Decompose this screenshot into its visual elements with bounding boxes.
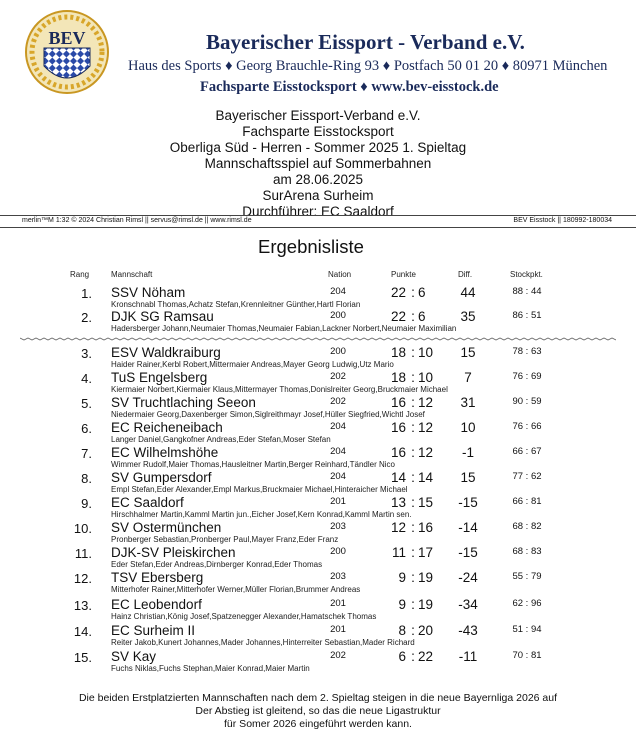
difference: -34 [458, 597, 478, 612]
stock-points: 76 : 66 [512, 421, 542, 432]
difference: 15 [460, 470, 476, 485]
rank-cell: 1. [81, 286, 92, 301]
points-separator: : [411, 545, 415, 560]
team-players: Reiter Jakob,Kunert Johannes,Mader Johannes,Hinterreiter Sebastian,Mader Richard [111, 638, 415, 647]
points-won: 16 [390, 445, 406, 460]
rank-cell: 12. [73, 571, 92, 586]
points-lost: 12 [418, 445, 434, 460]
nation-code: 203 [330, 521, 346, 532]
team-name: SV Truchtlaching Seeon [111, 395, 256, 410]
points-separator: : [411, 345, 415, 360]
team-players: Kronschnabl Thomas,Achatz Stefan,Krennleitner Günther,Hartl Florian [111, 300, 361, 309]
column-header-points: Punkte [391, 270, 416, 279]
team-players: Fuchs Niklas,Fuchs Stephan,Maier Konrad,Maier Martin [111, 664, 310, 673]
points-lost: 19 [418, 570, 434, 585]
rank-cell: 8. [81, 471, 92, 486]
software-credit: merlin™M 1:32 © 2024 Christian Rimsl || servus@rimsl.de || www.rimsl.de [22, 217, 252, 224]
team-players: Mitterhofer Rainer,Mitterhofer Werner,Müller Florian,Brummer Andreas [111, 585, 361, 594]
team-players: Haider Rainer,Kerbl Robert,Mittermaier Andreas,Mayer Georg Ludwig,Utz Mario [111, 360, 394, 369]
points-separator: : [411, 285, 415, 300]
rank-cell: 15. [73, 650, 92, 665]
team-name: TuS Engelsberg [111, 370, 208, 385]
team-name: EC Surheim II [111, 623, 196, 638]
points-lost: 10 [418, 345, 434, 360]
column-header-team: Mannschaft [111, 270, 153, 279]
association-title: Bayerischer Eissport - Verband e.V. [206, 30, 525, 54]
points-separator: : [411, 495, 415, 510]
nation-code: 204 [330, 286, 346, 297]
nation-code: 204 [330, 446, 346, 457]
nation-code: 200 [330, 546, 346, 557]
points-separator: : [411, 520, 415, 535]
points-separator: : [411, 649, 415, 664]
points-won: 22 [390, 285, 406, 300]
points-won: 16 [390, 420, 406, 435]
nation-code: 202 [330, 650, 346, 661]
difference: -1 [461, 445, 474, 460]
points-lost: 6 [418, 285, 426, 300]
stock-points: 51 : 94 [512, 624, 542, 635]
rank-cell: 4. [81, 371, 92, 386]
team-players: Niedermaier Georg,Daxenberger Simon,Siglreithmayr Josef,Hüller Siegfried,Wichtl Josef [111, 410, 425, 419]
points-lost: 6 [418, 309, 426, 324]
points-separator: : [411, 570, 415, 585]
document-reference: BEV Eisstock || 180992-180034 [513, 217, 612, 224]
event-header [0, 108, 636, 220]
table-row [0, 308, 636, 340]
team-name: SV Gumpersdorf [111, 470, 212, 485]
difference: -43 [458, 623, 478, 638]
rank-cell: 13. [73, 598, 92, 613]
rank-cell: 2. [81, 310, 92, 325]
software-meta-bar [0, 215, 636, 228]
rank-cell: 11. [74, 546, 92, 561]
table-row [0, 648, 636, 680]
header-line-3: Oberliga Süd - Herren - Sommer 2025 1. Spieltag [169, 140, 467, 155]
difference: 31 [460, 395, 476, 410]
nation-code: 200 [330, 346, 346, 357]
column-header-diff: Diff. [458, 270, 473, 279]
points-lost: 10 [418, 370, 434, 385]
header-line-7: Durchführer: EC Saaldorf [242, 204, 394, 219]
stock-points: 70 : 81 [512, 650, 542, 661]
points-won: 6 [398, 649, 406, 664]
points-lost: 12 [418, 420, 434, 435]
difference: -11 [458, 649, 478, 664]
points-won: 12 [390, 520, 406, 535]
team-name: TSV Ebersberg [111, 570, 204, 585]
column-header-rank: Rang [70, 270, 90, 279]
team-name: EC Leobendorf [111, 597, 202, 612]
team-name: EC Reicheneibach [111, 420, 223, 435]
header-line-6: SurArena Surheim [262, 188, 374, 203]
footer-line-3: für Somer 2026 eingeführt werden kann. [224, 718, 412, 730]
rank-cell: 3. [81, 346, 92, 361]
points-won: 14 [390, 470, 406, 485]
difference: -14 [458, 520, 478, 535]
points-lost: 16 [418, 520, 434, 535]
points-lost: 19 [418, 597, 434, 612]
points-lost: 22 [418, 649, 434, 664]
column-header-stock: Stockpkt. [510, 270, 543, 279]
nation-code: 200 [330, 310, 346, 321]
points-lost: 14 [418, 470, 434, 485]
bev-logo [24, 8, 110, 96]
stock-points: 68 : 83 [512, 546, 542, 557]
team-players: Langer Daniel,Gangkofner Andreas,Eder Stefan,Moser Stefan [111, 435, 331, 444]
team-players: Kiermaier Norbert,Kiermaier Klaus,Mittermayer Thomas,Donislreiter Georg,Bruckmaier Michael [111, 385, 448, 394]
points-separator: : [411, 470, 415, 485]
difference: -15 [458, 495, 478, 510]
rank-cell: 5. [81, 396, 92, 411]
difference: 35 [460, 309, 476, 324]
points-won: 16 [390, 395, 406, 410]
page-title: Ergebnisliste [258, 236, 364, 257]
team-name: SSV Nöham [111, 285, 186, 300]
team-name: ESV Waldkraiburg [111, 345, 221, 360]
nation-code: 204 [330, 471, 346, 482]
team-players: Empl Stefan,Eder Alexander,Empl Markus,Bruckmaier Michael,Hinteraicher Michael [111, 485, 408, 494]
team-players: Wimmer Rudolf,Maier Thomas,Hausleitner Martin,Berger Reinhard,Tändler Nico [111, 460, 395, 469]
points-won: 9 [398, 570, 406, 585]
logo-text: BEV [48, 28, 86, 48]
stock-points: 76 : 69 [512, 371, 542, 382]
difference: 44 [460, 285, 476, 300]
points-separator: : [411, 309, 415, 324]
team-players: Hainz Christian,König Josef,Spatzenegger Alexander,Hamatschek Thomas [111, 612, 377, 621]
footer-note [0, 692, 636, 731]
team-name: SV Ostermünchen [111, 520, 222, 535]
header-line-1: Bayerischer Eissport-Verband e.V. [215, 108, 421, 123]
nation-code: 202 [330, 371, 346, 382]
rank-cell: 14. [73, 624, 92, 639]
points-won: 18 [390, 345, 406, 360]
nation-code: 201 [330, 598, 346, 609]
difference: 15 [460, 345, 476, 360]
nation-code: 203 [330, 571, 346, 582]
nation-code: 204 [330, 421, 346, 432]
team-players: Hadersberger Johann,Neumaier Thomas,Neumaier Fabian,Lackner Norbert,Neumaier Maximilian [111, 324, 457, 333]
points-separator: : [411, 370, 415, 385]
association-address: Haus des Sports ♦ Georg Brauchle-Ring 93 ♦ Postfach 50 01 20 ♦ 80971 München [128, 58, 608, 74]
letterhead [0, 0, 636, 104]
team-name: DJK SG Ramsau [111, 309, 214, 324]
stock-points: 77 : 62 [512, 471, 542, 482]
header-line-5: am 28.06.2025 [272, 172, 364, 187]
points-won: 8 [398, 623, 406, 638]
stock-points: 55 : 79 [512, 571, 542, 582]
rank-cell: 9. [81, 496, 92, 511]
footer-line-2: Der Abstieg ist gleitend, so das die neue Ligastruktur [195, 705, 441, 717]
stock-points: 90 : 59 [512, 396, 542, 407]
difference: -24 [458, 570, 478, 585]
points-lost: 12 [418, 395, 434, 410]
nation-code: 202 [330, 396, 346, 407]
points-lost: 15 [418, 495, 434, 510]
team-name: DJK-SV Pleiskirchen [111, 545, 236, 560]
column-header-nation: Nation [328, 270, 352, 279]
footer-line-1: Die beiden Erstplatzierten Mannschaften nach dem 2. Spieltag steigen in die neue Bayernliga 2026 auf [78, 692, 558, 704]
points-won: 9 [398, 597, 406, 612]
points-separator: : [411, 395, 415, 410]
points-won: 18 [390, 370, 406, 385]
team-players: Pronberger Sebastian,Pronberger Paul,Mayer Franz,Eder Franz [111, 535, 339, 544]
rank-cell: 6. [81, 421, 92, 436]
team-name: EC Saaldorf [111, 495, 184, 510]
rank-cell: 7. [81, 446, 92, 461]
association-website: Fachsparte Eisstocksport ♦ www.bev-eisstock.de [200, 79, 499, 95]
header-line-2: Fachsparte Eisstocksport [242, 124, 394, 139]
stock-points: 88 : 44 [512, 286, 542, 297]
stock-points: 66 : 81 [512, 496, 542, 507]
rank-cell: 10. [73, 521, 92, 536]
points-separator: : [411, 420, 415, 435]
header-line-4: Mannschaftsspiel auf Sommerbahnen [204, 156, 432, 171]
team-players: Eder Stefan,Eder Andreas,Dirnberger Konrad,Eder Thomas [111, 560, 323, 569]
difference: 7 [464, 370, 472, 385]
nation-code: 201 [330, 624, 346, 635]
team-name: SV Kay [111, 649, 157, 664]
stock-points: 66 : 67 [512, 446, 542, 457]
points-separator: : [411, 623, 415, 638]
team-name: EC Wilhelmshöhe [111, 445, 219, 460]
points-lost: 17 [418, 545, 434, 560]
points-separator: : [411, 597, 415, 612]
difference: -15 [458, 545, 478, 560]
stock-points: 86 : 51 [512, 310, 542, 321]
nation-code: 201 [330, 496, 346, 507]
stock-points: 68 : 82 [512, 521, 542, 532]
points-won: 13 [390, 495, 406, 510]
stock-points: 78 : 63 [512, 346, 542, 357]
points-lost: 20 [418, 623, 434, 638]
points-won: 22 [390, 309, 406, 324]
points-separator: : [411, 445, 415, 460]
stock-points: 62 : 96 [512, 598, 542, 609]
difference: 10 [460, 420, 476, 435]
team-players: Hirschhalmer Martin,Kamml Martin jun.,Eicher Josef,Kern Konrad,Kamml Martin sen. [111, 510, 412, 519]
points-won: 11 [391, 545, 406, 560]
